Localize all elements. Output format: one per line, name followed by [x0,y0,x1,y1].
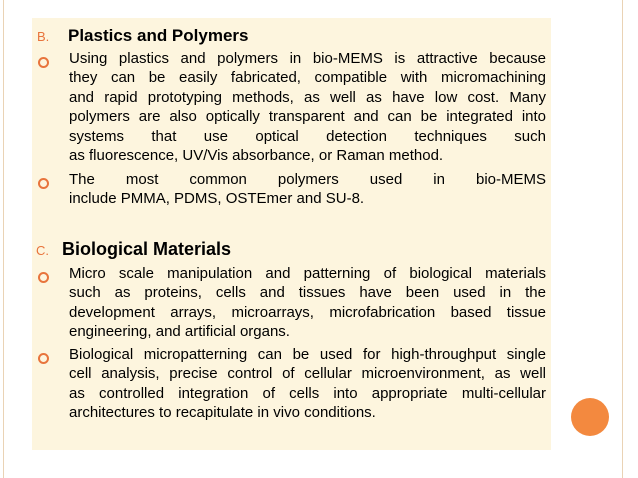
bullet-line: cell analysis, precise control of cellular microenvironment, as well [69,365,546,383]
section-b-title: Plastics and Polymers [68,26,249,45]
section-c-bullet-1 [69,264,546,342]
bullet-line: and rapid prototyping methods, as well as have low cost. Many [69,88,546,106]
section-c-heading [36,239,231,260]
bullet-line: The most common polymers used in bio-MEMS [69,171,546,188]
section-b-bullet-1 [69,49,546,165]
slide-frame-left-line [3,0,4,478]
bullet-circle-icon [38,353,49,364]
section-c-marker: C. [36,243,49,258]
bullet-line: Biological micropatterning can be used for high-throughput single [69,346,546,363]
section-b-heading [37,26,248,46]
bullet-line: development arrays, microarrays, microfabrication based tissue [69,303,546,321]
bullet-line: such as proteins, cells and tissues have been used in the [69,284,546,302]
section-c-title: Biological Materials [62,239,232,259]
bullet-line: as controlled integration of cells into appropriate multi-cellular [69,384,546,402]
bullet-circle-icon [38,272,49,283]
bullet-line: architectures to recapitulate in vivo conditions. [69,404,376,422]
bullet-line: polymers are also optically transparent and can be integrated into [69,108,546,126]
bullet-line: engineering, and artificial organs. [69,323,290,341]
bullet-circle-icon [38,57,49,68]
decorative-orange-circle [571,398,609,436]
bullet-line: as fluorescence, UV/Vis absorbance, or Raman method. [69,147,444,165]
bullet-line: systems that use optical detection techniques such [69,127,546,145]
bullet-line: they can be easily fabricated, compatible with micromachining [69,69,546,87]
bullet-line: include PMMA, PDMS, OSTEmer and SU-8. [69,190,365,208]
section-b-bullet-2 [69,170,546,209]
bullet-circle-icon [38,178,49,189]
section-b-marker: B. [37,29,50,44]
bullet-line: Micro scale manipulation and patterning of biological materials [69,265,546,282]
slide-frame-right-line [622,0,623,478]
bullet-line: Using plastics and polymers in bio-MEMS is attractive because [69,50,546,67]
section-c-bullet-2 [69,345,546,423]
